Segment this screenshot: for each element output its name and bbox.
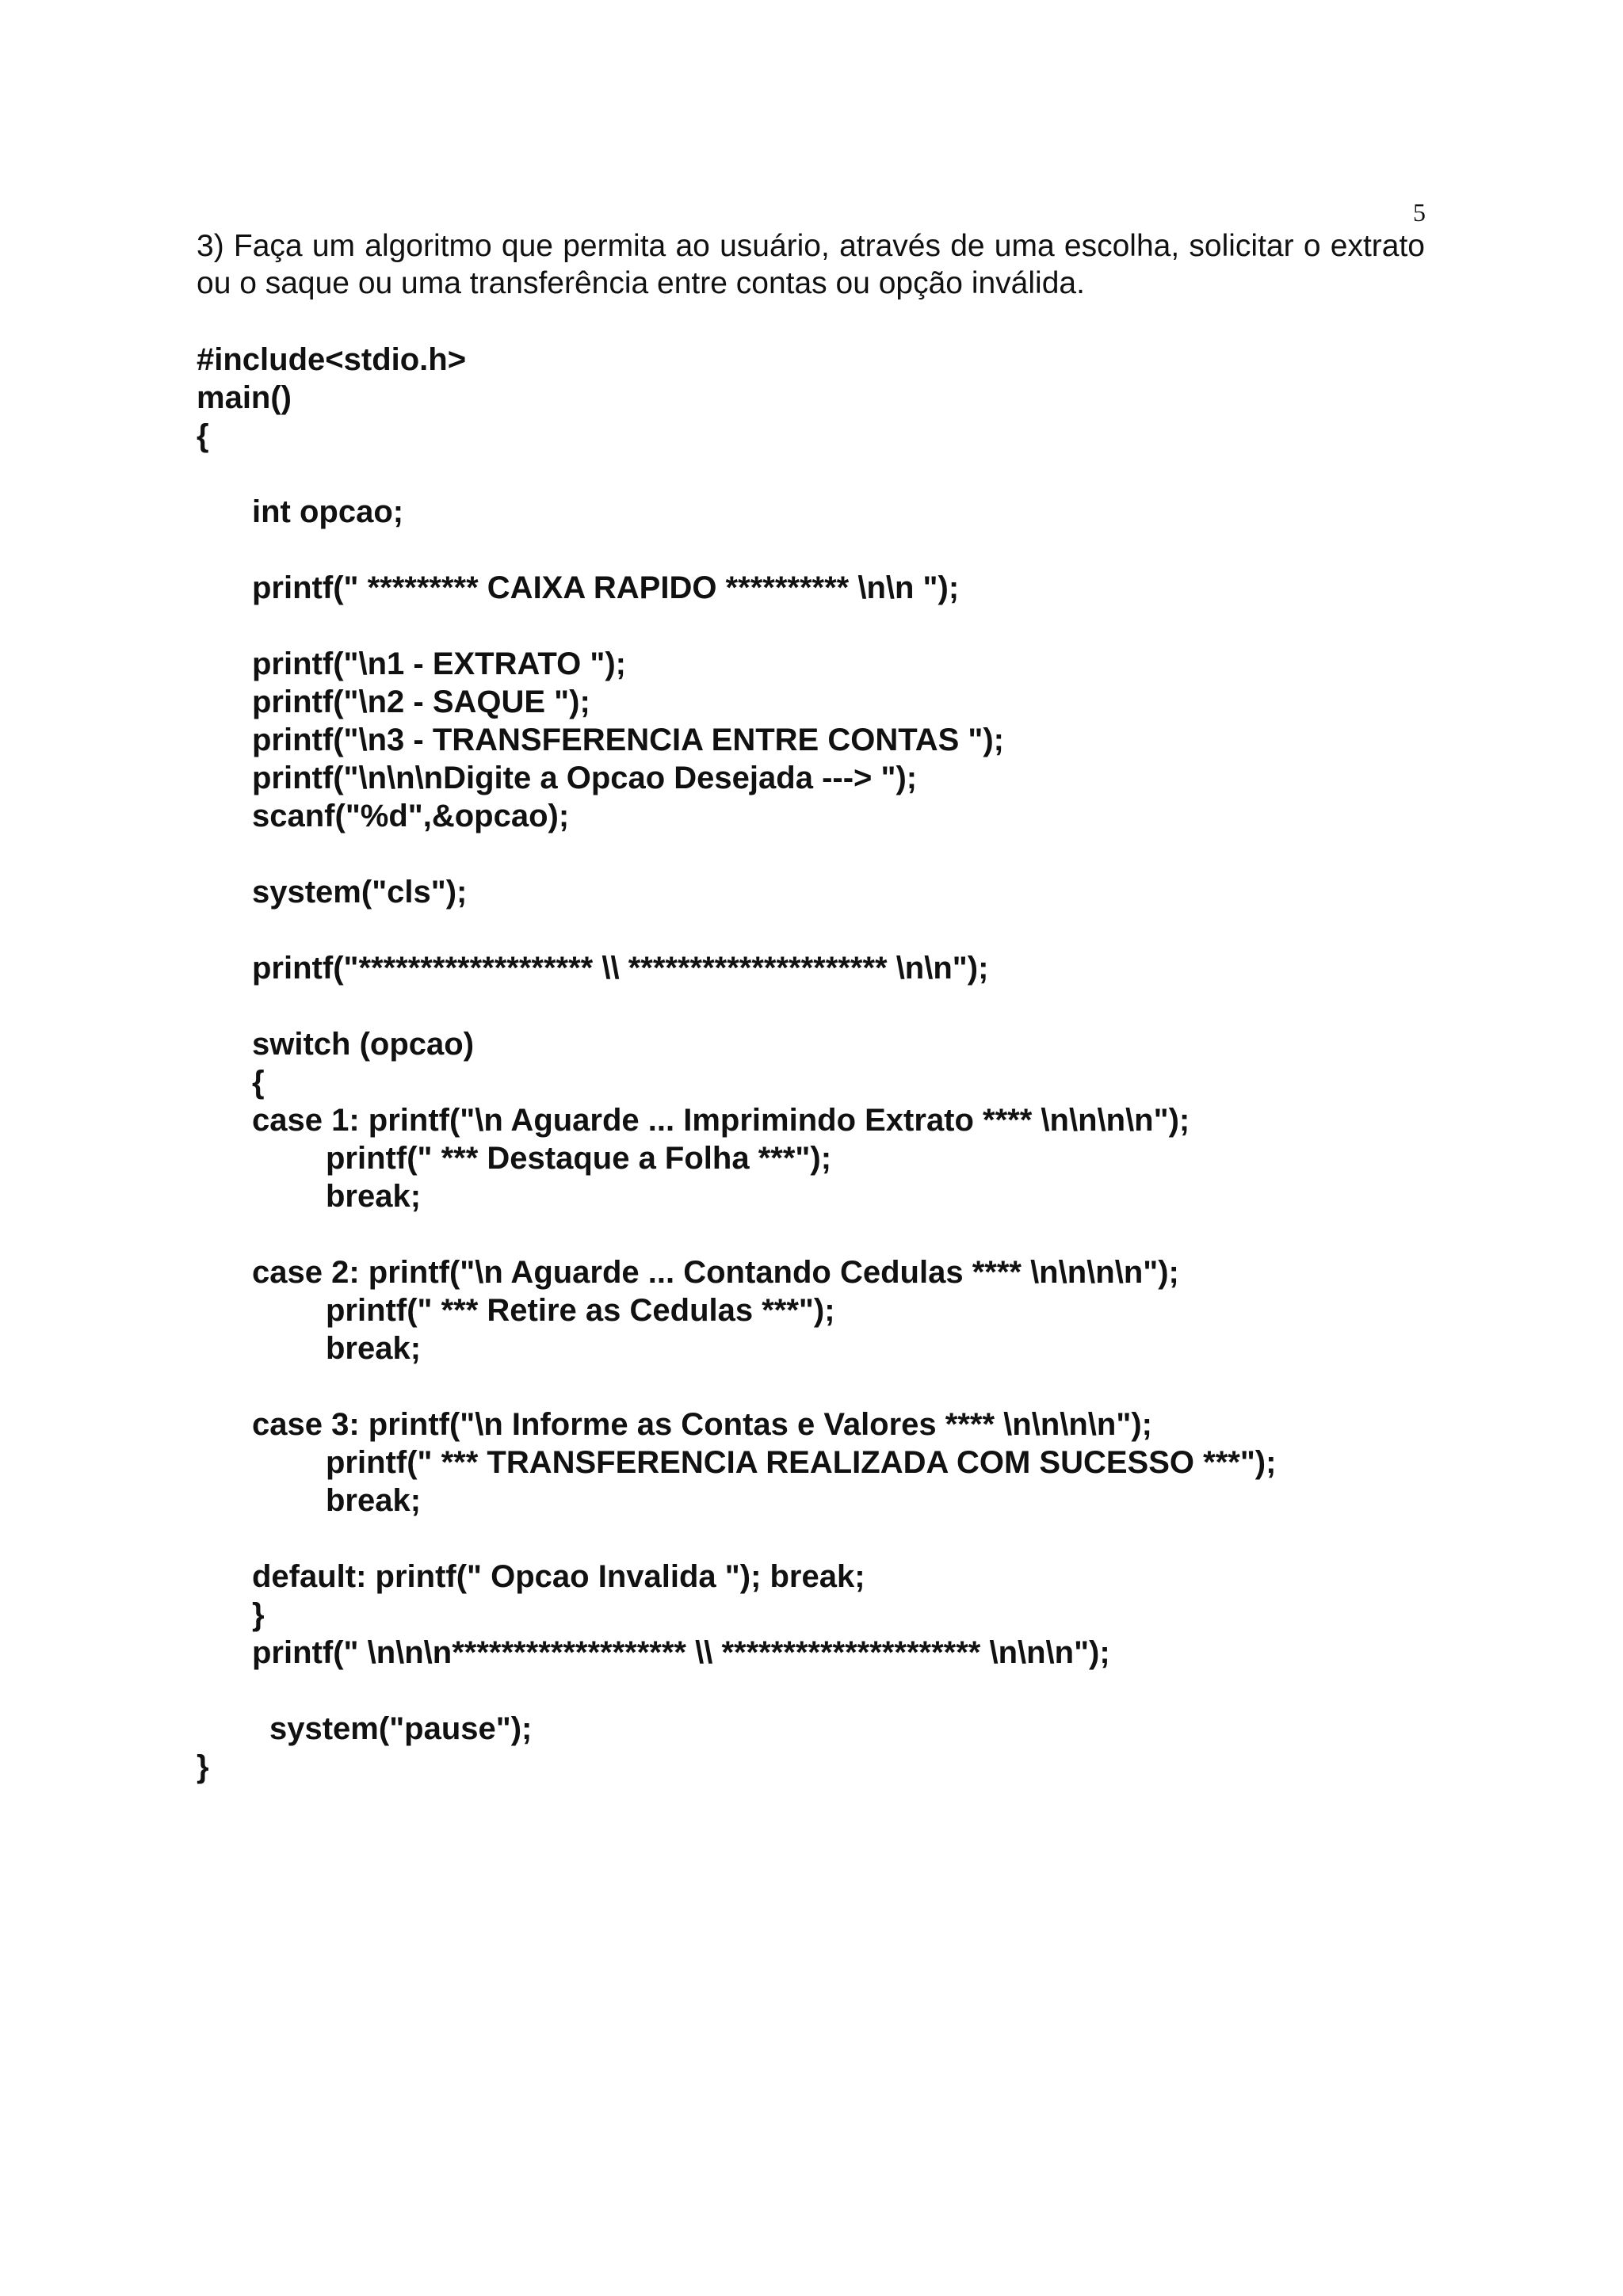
code-line: case 2: printf("\n Aguarde ... Contando Cedulas **** \n\n\n\n");	[252, 1255, 1179, 1290]
code-line: printf("******************* \\ ********************* \n\n");	[252, 951, 989, 986]
code-line: printf(" \n\n\n******************* \\ ********************* \n\n\n");	[252, 1635, 1110, 1670]
code-line: printf(" *** Retire as Cedulas ***");	[326, 1293, 835, 1328]
code-line: printf(" *** TRANSFERENCIA REALIZADA COM SUCESSO ***");	[326, 1445, 1277, 1480]
code-line: printf(" ********* CAIXA RAPIDO ********** \n\n ");	[252, 570, 960, 605]
code-line: {	[252, 1065, 265, 1100]
code-line: case 3: printf("\n Informe as Contas e Valores **** \n\n\n\n");	[252, 1407, 1152, 1442]
code-line: break;	[326, 1179, 422, 1214]
code-line: printf("\n1 - EXTRATO ");	[252, 646, 626, 681]
code-line: int opcao;	[252, 494, 404, 529]
code-line: printf("\n2 - SAQUE ");	[252, 685, 590, 719]
code-line: printf("\n3 - TRANSFERENCIA ENTRE CONTAS ");	[252, 723, 1004, 757]
code-line: }	[197, 1749, 209, 1784]
code-line: printf(" *** Destaque a Folha ***");	[326, 1141, 832, 1176]
question-text: 3) Faça um algoritmo que permita ao usuário, através de uma escolha, solicitar o extrato ou o saque ou uma transferência entre contas ou opção inválida.	[197, 229, 1425, 300]
code-line: case 1: printf("\n Aguarde ... Imprimindo Extrato **** \n\n\n\n");	[252, 1103, 1190, 1138]
code-line: printf("\n\n\nDigite a Opcao Desejada ---> ");	[252, 761, 918, 795]
code-line: {	[197, 418, 209, 453]
code-line: main()	[197, 380, 292, 415]
code-line: }	[252, 1597, 265, 1632]
code-line: system("pause");	[269, 1711, 533, 1746]
code-line: break;	[326, 1331, 422, 1366]
code-line: break;	[326, 1483, 422, 1518]
code-line: #include<stdio.h>	[197, 342, 467, 377]
code-line: system("cls");	[252, 875, 468, 910]
code-line: switch (opcao)	[252, 1027, 475, 1062]
page-number: 5	[1413, 198, 1426, 227]
code-line: default: printf(" Opcao Invalida "); break;	[252, 1559, 865, 1594]
code-line: scanf("%d",&opcao);	[252, 799, 570, 833]
